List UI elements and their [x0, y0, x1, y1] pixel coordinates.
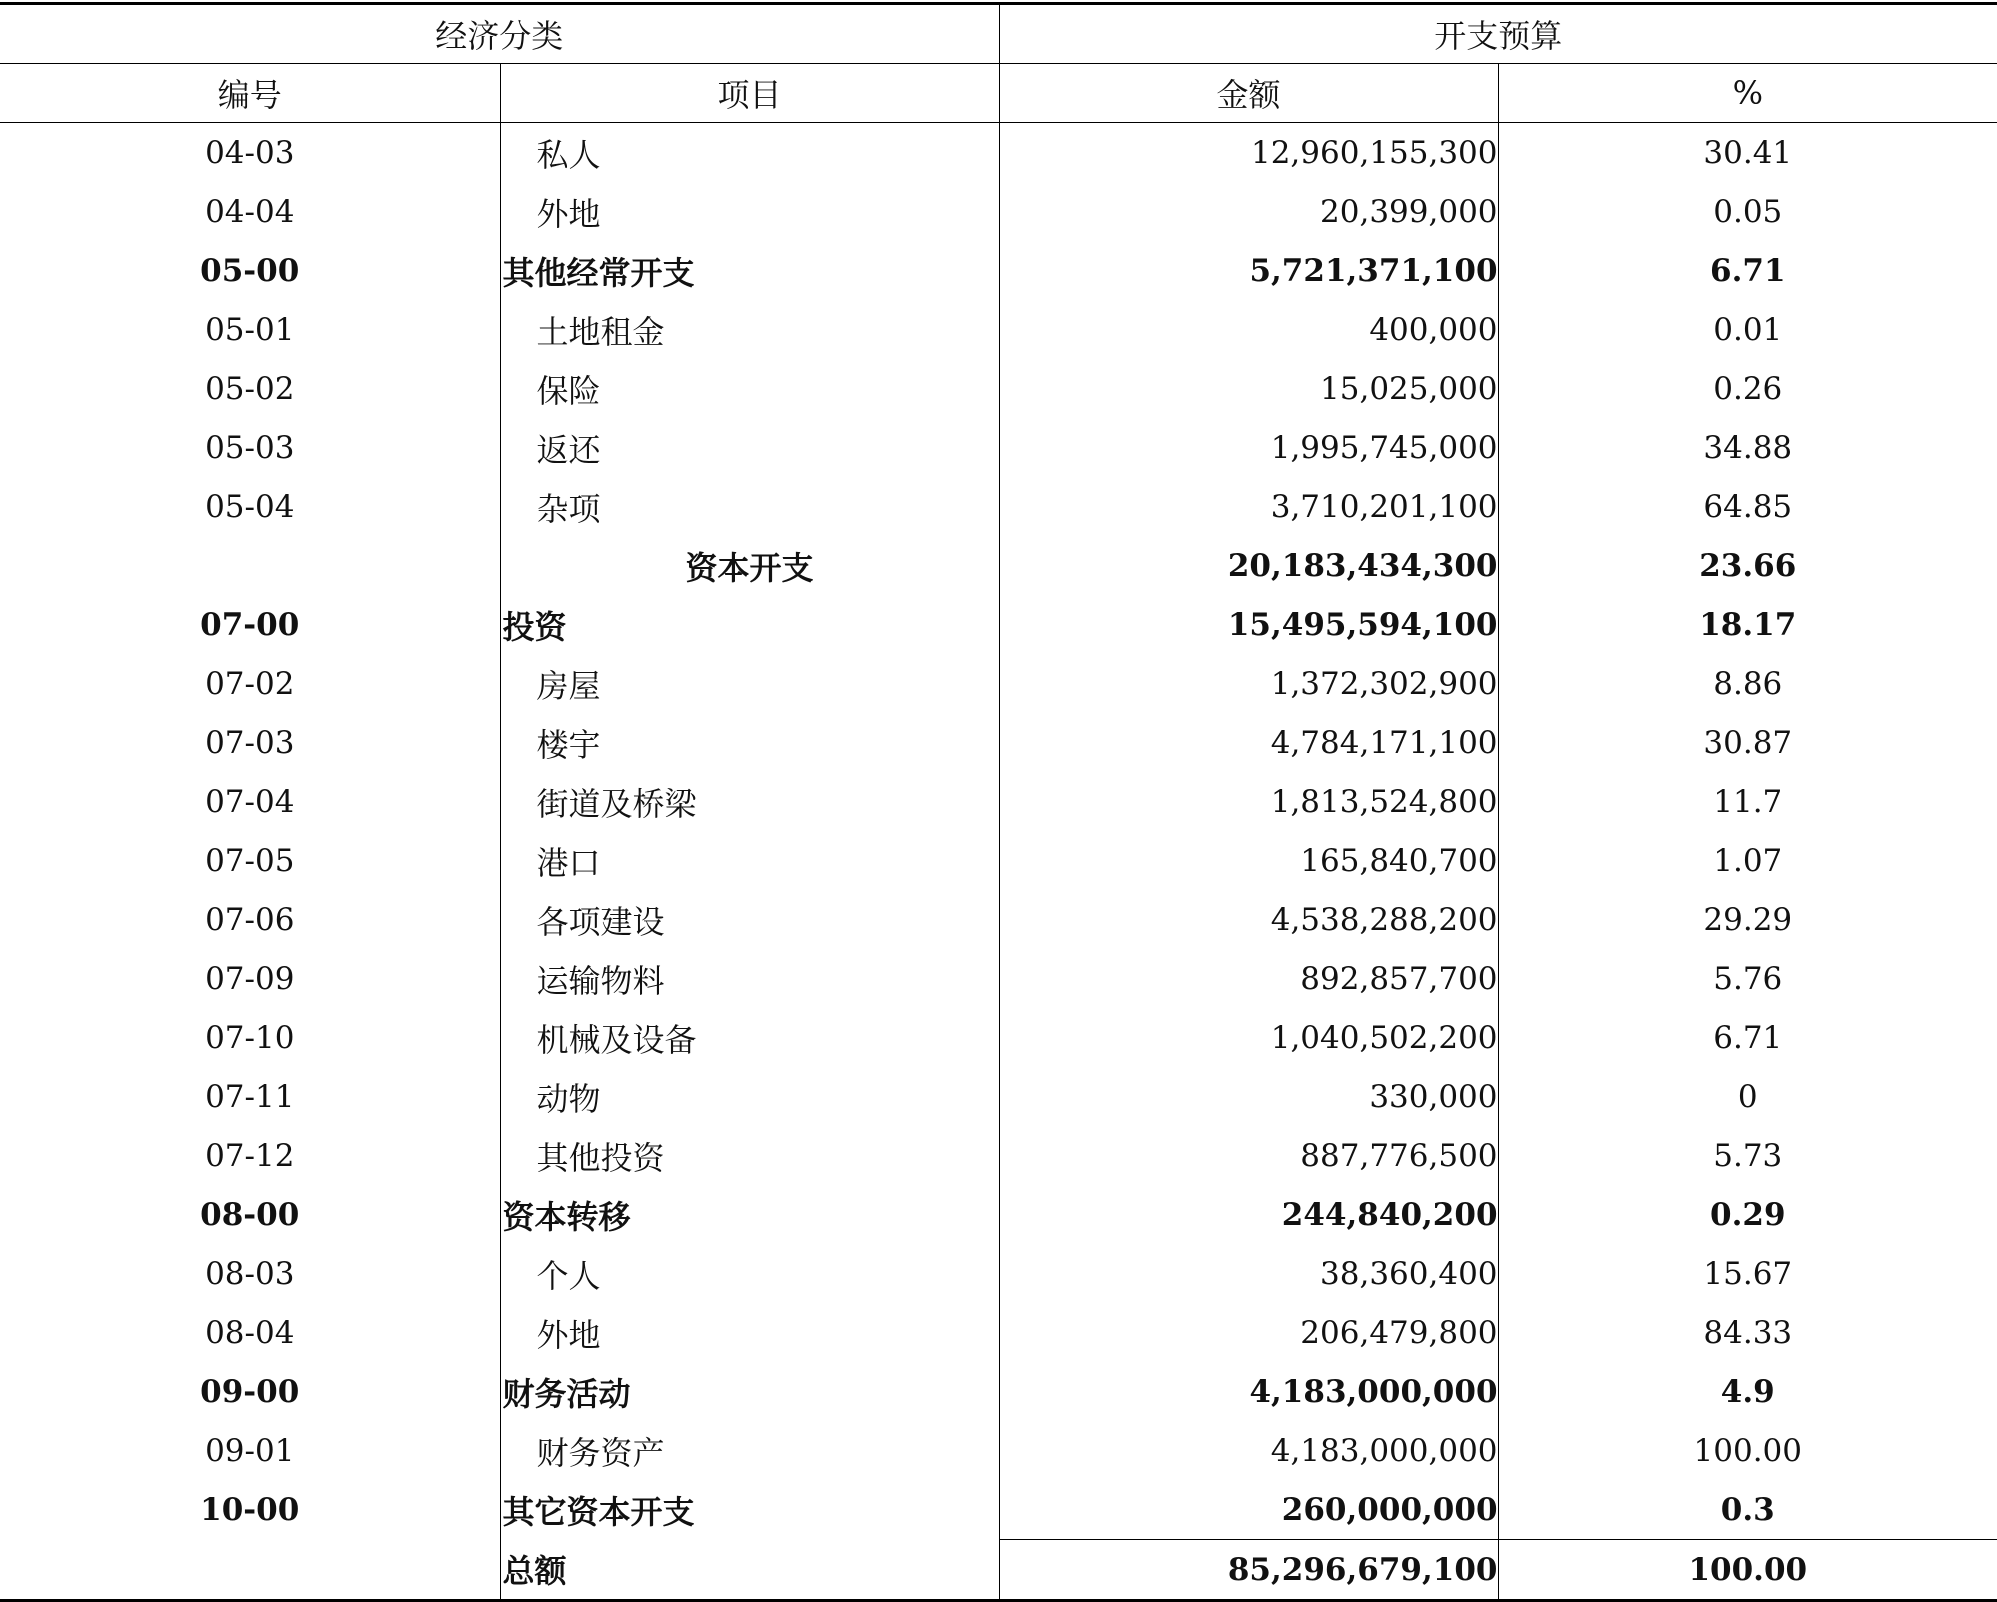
- table-row: [0, 182, 1997, 241]
- cell-code: 08-04: [205, 1314, 295, 1351]
- column-header-code: 编号: [0, 64, 500, 123]
- cell-item: [500, 1362, 999, 1421]
- cell-percent: 0.01: [1498, 300, 1997, 359]
- cell-amount: 244,840,200: [999, 1185, 1498, 1244]
- cell-percent: 23.66: [1498, 536, 1997, 595]
- cell-amount: 892,857,700: [999, 949, 1498, 1008]
- cell-item: [500, 300, 999, 359]
- cell-percent: 4.9: [1498, 1362, 1997, 1421]
- cell-item: [500, 1303, 999, 1362]
- cell-code: [0, 536, 500, 595]
- cell-code: 07-00: [200, 606, 300, 643]
- cell-amount: 20,399,000: [999, 182, 1498, 241]
- cell-percent: 84.33: [1498, 1303, 1997, 1362]
- item-label: 财务活动: [502, 1374, 631, 1413]
- cell-item: [500, 831, 999, 890]
- item-label: 各项建设: [536, 902, 665, 941]
- item-label: 房屋: [536, 666, 601, 705]
- table-row: [0, 890, 1997, 949]
- cell-percent: 0.3: [1498, 1480, 1997, 1540]
- item-label: 机械及设备: [536, 1020, 697, 1059]
- cell-code: 07-03: [205, 724, 295, 761]
- item-label: 街道及桥梁: [536, 784, 697, 823]
- table-row: [0, 772, 1997, 831]
- cell-percent: 5.73: [1498, 1126, 1997, 1185]
- table-row: [0, 1067, 1997, 1126]
- cell-item: [500, 1540, 999, 1601]
- item-label: 投资: [502, 607, 567, 646]
- cell-amount: 4,183,000,000: [999, 1421, 1498, 1480]
- item-label: 个人: [536, 1256, 601, 1295]
- cell-code: 07-05: [205, 842, 295, 879]
- cell-item: [500, 654, 999, 713]
- cell-percent: 6.71: [1498, 241, 1997, 300]
- cell-amount: 260,000,000: [999, 1480, 1498, 1540]
- item-label: 外地: [536, 194, 601, 233]
- cell-code: 04-03: [205, 134, 295, 171]
- cell-amount: 20,183,434,300: [999, 536, 1498, 595]
- cell-code: 04-04: [205, 193, 295, 230]
- cell-item: [500, 890, 999, 949]
- cell-percent: 8.86: [1498, 654, 1997, 713]
- cell-amount: 15,025,000: [999, 359, 1498, 418]
- cell-percent: 100.00: [1498, 1421, 1997, 1480]
- table-row: [0, 713, 1997, 772]
- cell-code: 07-04: [205, 783, 295, 820]
- cell-amount: 4,183,000,000: [999, 1362, 1498, 1421]
- cell-amount: 1,040,502,200: [999, 1008, 1498, 1067]
- cell-percent: 100.00: [1498, 1540, 1997, 1601]
- cell-percent: 5.76: [1498, 949, 1997, 1008]
- cell-amount: 330,000: [999, 1067, 1498, 1126]
- cell-item: [500, 713, 999, 772]
- cell-percent: 18.17: [1498, 595, 1997, 654]
- cell-code: 09-01: [205, 1432, 295, 1469]
- header-economic-classification: 经济分类: [0, 4, 999, 64]
- cell-code: 07-06: [205, 901, 295, 938]
- cell-percent: 15.67: [1498, 1244, 1997, 1303]
- cell-item: [500, 772, 999, 831]
- item-label: 保险: [536, 371, 601, 410]
- cell-percent: 1.07: [1498, 831, 1997, 890]
- item-label: 返还: [536, 430, 601, 469]
- table-row: [0, 1303, 1997, 1362]
- cell-code: 07-12: [205, 1137, 295, 1174]
- cell-item: [500, 1126, 999, 1185]
- item-label: 其他投资: [536, 1138, 665, 1177]
- table-body: [0, 123, 1997, 1601]
- cell-code: 08-00: [200, 1196, 300, 1233]
- item-label: 其它资本开支: [502, 1492, 695, 1531]
- table-row: [0, 1540, 1997, 1601]
- header-group-row: [0, 4, 1997, 64]
- cell-code: 05-00: [200, 252, 300, 289]
- table-row: [0, 241, 1997, 300]
- cell-amount: 1,995,745,000: [999, 418, 1498, 477]
- cell-code: 09-00: [200, 1373, 300, 1410]
- cell-amount: 3,710,201,100: [999, 477, 1498, 536]
- item-label: 动物: [536, 1079, 601, 1118]
- cell-code: 05-04: [205, 488, 295, 525]
- cell-percent: 64.85: [1498, 477, 1997, 536]
- cell-percent: 11.7: [1498, 772, 1997, 831]
- item-label: 运输物料: [536, 961, 665, 1000]
- cell-item: [500, 949, 999, 1008]
- table-row: [0, 359, 1997, 418]
- table-row: [0, 1362, 1997, 1421]
- cell-amount: 1,372,302,900: [999, 654, 1498, 713]
- cell-item: [500, 359, 999, 418]
- cell-item: [500, 1185, 999, 1244]
- cell-code: 07-10: [205, 1019, 295, 1056]
- cell-code: 10-00: [200, 1491, 300, 1528]
- table-row: [0, 1008, 1997, 1067]
- item-label: 资本开支: [685, 548, 814, 587]
- header-column-row: [0, 64, 1997, 123]
- cell-amount: 206,479,800: [999, 1303, 1498, 1362]
- cell-code: [0, 1540, 500, 1601]
- cell-item: [500, 123, 999, 183]
- table-row: [0, 477, 1997, 536]
- column-header-amount: 金额: [999, 64, 1498, 123]
- cell-code: 05-03: [205, 429, 295, 466]
- item-label: 楼宇: [536, 725, 601, 764]
- table-row: [0, 300, 1997, 359]
- cell-item: [500, 182, 999, 241]
- cell-amount: 15,495,594,100: [999, 595, 1498, 654]
- cell-item: [500, 418, 999, 477]
- cell-amount: 12,960,155,300: [999, 123, 1498, 183]
- cell-amount: 85,296,679,100: [999, 1540, 1498, 1601]
- item-label: 财务资产: [536, 1433, 665, 1472]
- item-label: 杂项: [536, 489, 601, 528]
- cell-code: 07-11: [205, 1078, 295, 1115]
- cell-percent: 30.87: [1498, 713, 1997, 772]
- header-expenditure-budget: 开支预算: [999, 4, 1997, 64]
- cell-amount: 1,813,524,800: [999, 772, 1498, 831]
- column-header-percent: %: [1498, 64, 1997, 123]
- cell-item: [500, 536, 999, 595]
- table-row: [0, 1126, 1997, 1185]
- table-row: [0, 595, 1997, 654]
- column-header-item: 项目: [500, 64, 999, 123]
- cell-code: 05-01: [205, 311, 295, 348]
- cell-code: 07-02: [205, 665, 295, 702]
- cell-item: [500, 1244, 999, 1303]
- cell-item: [500, 1480, 999, 1540]
- item-label: 资本转移: [502, 1197, 631, 1236]
- table-row: [0, 536, 1997, 595]
- cell-percent: 6.71: [1498, 1008, 1997, 1067]
- cell-code: 08-03: [205, 1255, 295, 1292]
- cell-percent: 30.41: [1498, 123, 1997, 183]
- cell-amount: 4,784,171,100: [999, 713, 1498, 772]
- cell-percent: 0.26: [1498, 359, 1997, 418]
- cell-amount: 400,000: [999, 300, 1498, 359]
- budget-table: [0, 2, 1997, 1602]
- table-row: [0, 831, 1997, 890]
- cell-item: [500, 1421, 999, 1480]
- cell-percent: 0: [1498, 1067, 1997, 1126]
- item-label: 私人: [536, 135, 601, 174]
- item-label: 港口: [536, 843, 601, 882]
- cell-amount: 165,840,700: [999, 831, 1498, 890]
- cell-percent: 0.29: [1498, 1185, 1997, 1244]
- table-row: [0, 1185, 1997, 1244]
- item-label: 土地租金: [536, 312, 665, 351]
- cell-code: 05-02: [205, 370, 295, 407]
- cell-item: [500, 1067, 999, 1126]
- item-label: 外地: [536, 1315, 601, 1354]
- table-row: [0, 418, 1997, 477]
- cell-percent: 0.05: [1498, 182, 1997, 241]
- table-row: [0, 654, 1997, 713]
- cell-percent: 29.29: [1498, 890, 1997, 949]
- table-row: [0, 1244, 1997, 1303]
- cell-item: [500, 595, 999, 654]
- cell-amount: 38,360,400: [999, 1244, 1498, 1303]
- item-label: 其他经常开支: [502, 253, 695, 292]
- cell-amount: 4,538,288,200: [999, 890, 1498, 949]
- item-label: 总额: [502, 1552, 567, 1591]
- cell-item: [500, 477, 999, 536]
- table-row: [0, 949, 1997, 1008]
- cell-amount: 887,776,500: [999, 1126, 1498, 1185]
- table-row: [0, 1421, 1997, 1480]
- cell-amount: 5,721,371,100: [999, 241, 1498, 300]
- table-row: [0, 123, 1997, 183]
- cell-percent: 34.88: [1498, 418, 1997, 477]
- table-row: [0, 1480, 1997, 1540]
- cell-item: [500, 241, 999, 300]
- cell-code: 07-09: [205, 960, 295, 997]
- cell-item: [500, 1008, 999, 1067]
